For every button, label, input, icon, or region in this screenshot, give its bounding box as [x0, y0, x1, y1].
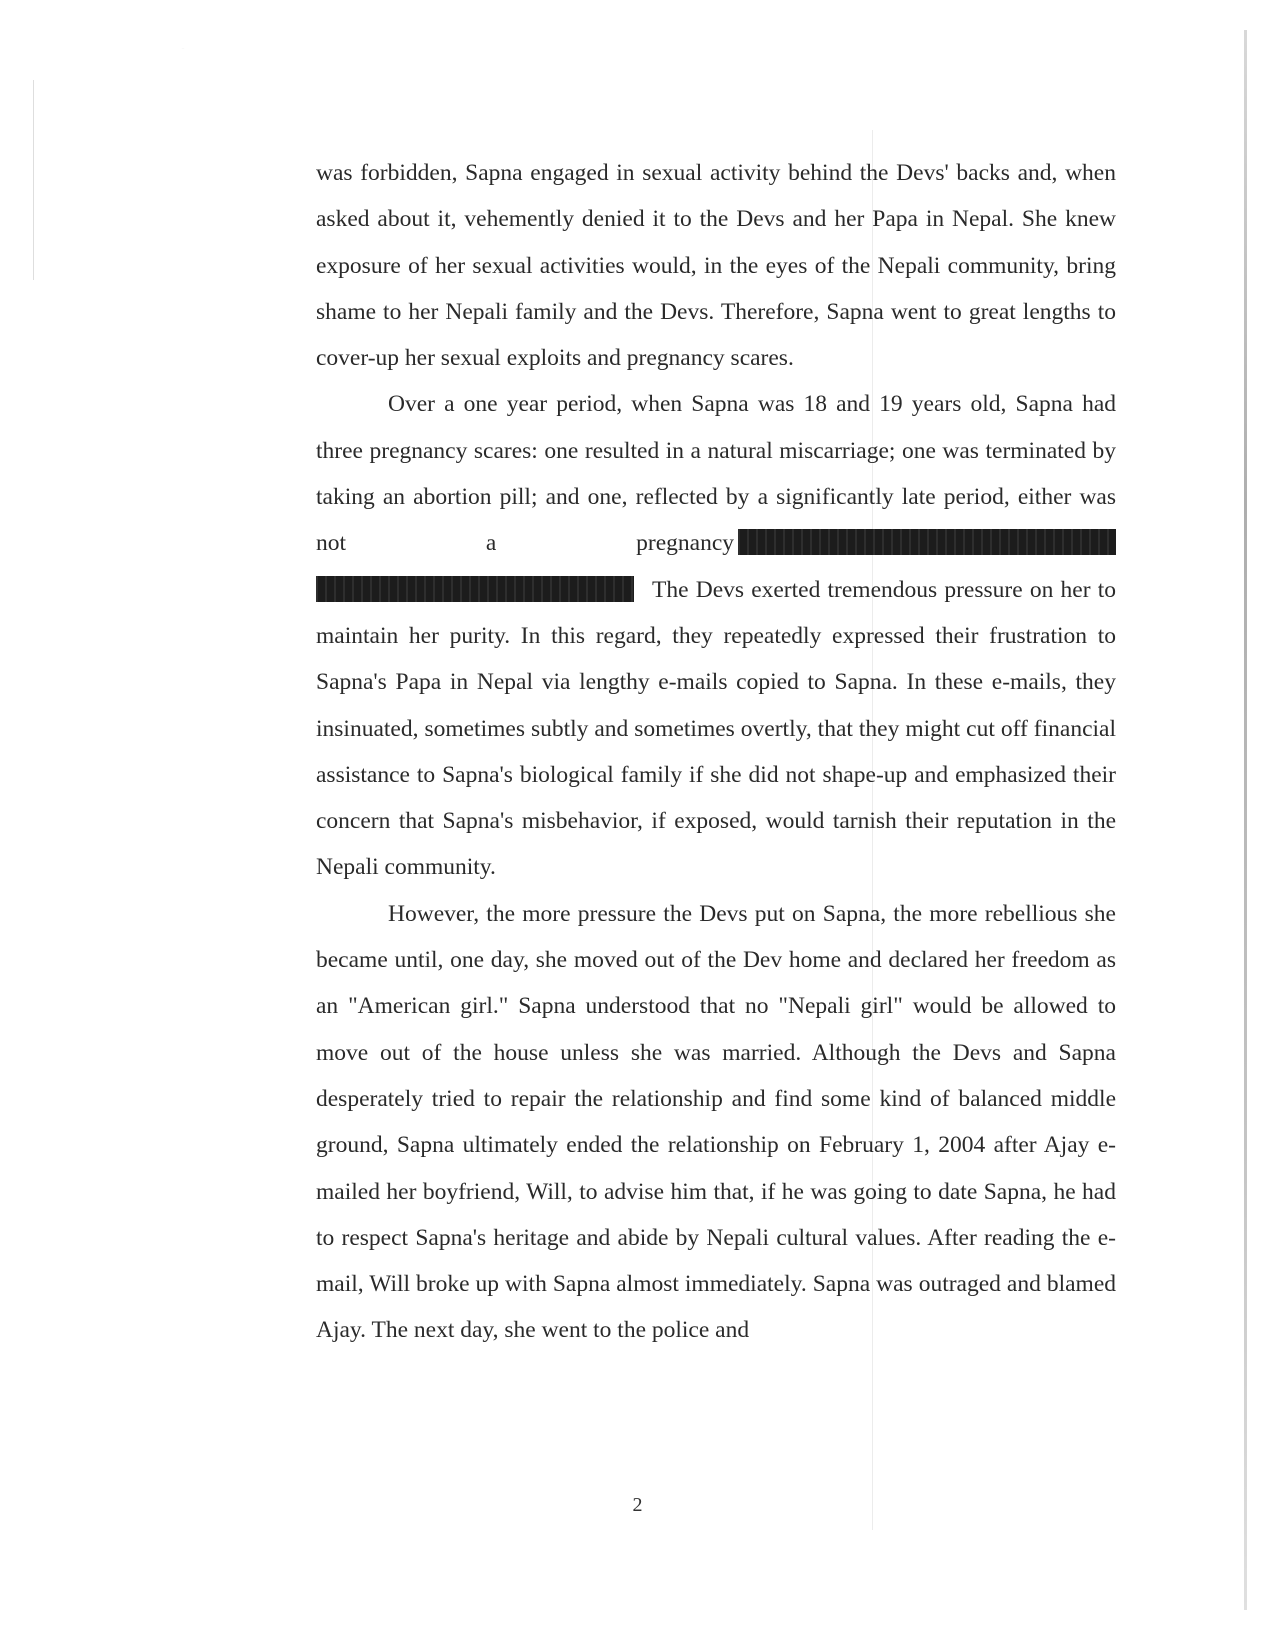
scan-edge-right — [1244, 30, 1247, 1610]
page-number: 2 — [632, 1494, 643, 1516]
paragraph-1: was forbidden, Sapna engaged in sexual activity behind the Devs' backs and, when asked about it, vehemently denied it to the Devs and her Papa in Nepal. She knew exposure of her sexual activities would, in the eyes of the Nepali community, bring shame to her Nepali family and the Devs. Therefore, Sapna went to great lengths to cover-up her sexual exploits and pregnancy scares. — [316, 160, 1116, 372]
paragraph-3: However, the more pressure the Devs put on Sapna, the more rebellious she became until, one day, she moved out of the Dev home and declared her freedom as an "American girl." Sapna understood that no "Nepali girl" would be allowed to move out of the house unless she was married. Although the Devs and Sapna desperately tried to repair the relationship and find some kind of balanced middle ground, Sapna ultimately ended the relationship on February 1, 2004 after Ajay e-mailed her boyfriend, Will, to advise him that, if he was going to date Sapna, he had to respect Sapna's heritage and abide by Nepali cultural values. After reading the e-mail, Will broke up with Sapna almost immediately. Sapna was outraged and blamed Ajay. The next day, she went to the police and — [316, 900, 1116, 1344]
paragraph-2-before-redaction: Over a one year period, when Sapna was 18 and 19 years old, Sapna had three pregnancy scares: one resulted in a natural miscarriage; one was terminated by taking an abortion pill; and one, reflected by a significantly late period, either was not a pregnancy — [316, 391, 1116, 557]
paragraph-2-after-redaction: The Devs exerted tremendous pressure on her to maintain her purity. In this regard, they repeatedly expressed their frustration to Sapna's Papa in Nepal via lengthy e-mails copied to Sapna. In these e-mails, they insinuated, sometimes subtly and sometimes overtly, that they might cut off financial assistance to Sapna's biological family if she did not shape-up and emphasized their concern that Sapna's misbehavior, if exposed, would tarnish their reputation in the Nepali community. — [316, 576, 1116, 881]
scan-specks — [40, 40, 300, 54]
redaction-bar — [316, 576, 634, 602]
body-text — [316, 150, 1116, 1354]
paragraph-2 — [316, 381, 1116, 890]
redaction-bar — [738, 529, 1116, 555]
scan-edge-left — [33, 80, 34, 280]
